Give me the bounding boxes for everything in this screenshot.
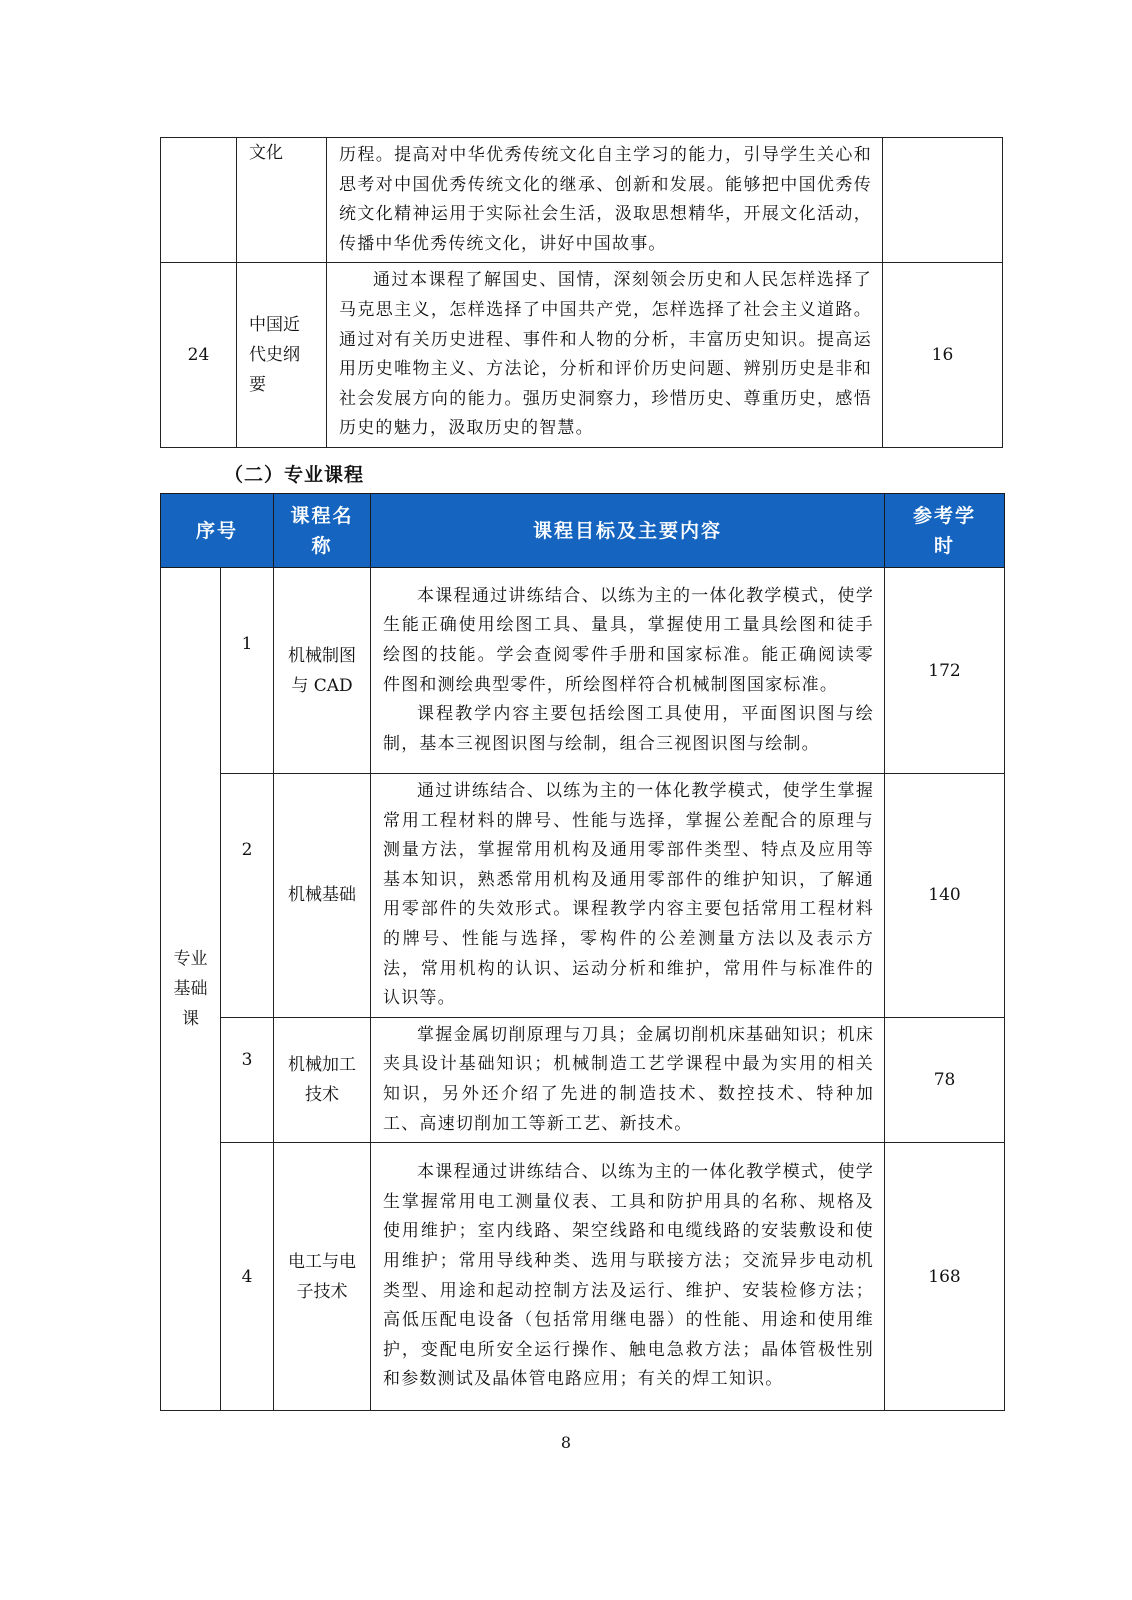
course-name: 机械制图与 CAD — [274, 568, 371, 774]
table-row — [161, 568, 1005, 774]
course-number: 1 — [221, 568, 274, 774]
course-hours: 140 — [885, 774, 1005, 1018]
course-content: 历程。提高对中华优秀传统文化自主学习的能力，引导学生关心和思考对中国优秀传统文化的继承、创新和发展。能够把中国优秀传统文化精神运用于实际社会生活，汲取思想精华，开展文化活动，传播中华优秀传统文化，讲好中国故事。 — [327, 138, 883, 263]
course-name: 文化 — [237, 138, 327, 263]
course-content: 通过讲练结合、以练为主的一体化教学模式，使学生掌握常用工程材料的牌号、性能与选择，掌握公差配合的原理与测量方法，掌握常用机构及通用零部件类型、特点及应用等基本知识，熟悉常用机构及通用零部件的维护知识，了解通用零部件的失效形式。课程教学内容主要包括常用工程材料的牌号、性能与选择，零构件的公差测量方法以及表示方法，常用机构的认识、运动分析和维护，常用件与标准件的认识等。 — [371, 774, 885, 1018]
course-number: 24 — [161, 263, 237, 448]
course-name: 电工与电子技术 — [274, 1143, 371, 1411]
course-hours: 172 — [885, 568, 1005, 774]
course-hours: 16 — [883, 263, 1003, 448]
course-name: 机械加工技术 — [274, 1017, 371, 1142]
table-header-row — [161, 494, 1005, 568]
course-content: 本课程通过讲练结合、以练为主的一体化教学模式，使学生掌握常用电工测量仪表、工具和防护用具的名称、规格及使用维护；室内线路、架空线路和电缆线路的安装敷设和使用维护；常用导线种类、选用与联接方法；交流异步电动机类型、用途和起动控制方法及运行、维护、安装检修方法；高低压配电设备（包括常用继电器）的性能、用途和使用维护，变配电所安全运行操作、触电急救方法；晶体管极性别和参数测试及晶体管电路应用；有关的焊工知识。 — [371, 1143, 885, 1411]
course-name: 机械基础 — [274, 774, 371, 1018]
course-hours — [883, 138, 1003, 263]
course-hours: 168 — [885, 1143, 1005, 1411]
course-name: 中国近代史纲要 — [237, 263, 327, 448]
header-course-name: 课程名称 — [274, 494, 371, 568]
header-course-content: 课程目标及主要内容 — [371, 494, 885, 568]
course-number — [161, 138, 237, 263]
category-cell: 专业基础课 — [161, 568, 221, 1411]
course-number: 2 — [221, 774, 274, 1018]
course-number: 4 — [221, 1143, 274, 1411]
header-number: 序号 — [161, 494, 274, 568]
course-content: 通过本课程了解国史、国情，深刻领会历史和人民怎样选择了马克思主义，怎样选择了中国共产党，怎样选择了社会主义道路。通过对有关历史进程、事件和人物的分析，丰富历史知识。提高运用历史唯物主义、方法论，分析和评价历史问题、辨别历史是非和社会发展方向的能力。强历史洞察力，珍惜历史、尊重历史，感悟历史的魅力，汲取历史的智慧。 — [327, 263, 883, 448]
course-content: 本课程通过讲练结合、以练为主的一体化教学模式，使学生能正确使用绘图工具、量具，掌握使用工量具绘图和徒手绘图的技能。学会查阅零件手册和国家标准。能正确阅读零件图和测绘典型零件，所绘图样符合机械制图国家标准。 课程教学内容主要包括绘图工具使用，平面图识图与绘制，基本三视图识图与绘制，组合三视图识图与绘制。 — [371, 568, 885, 774]
professional-courses-table — [160, 493, 1005, 1411]
table-row — [161, 1143, 1005, 1411]
page-number: 8 — [560, 1433, 572, 1452]
header-hours: 参考学时 — [885, 494, 1005, 568]
course-number: 3 — [221, 1017, 274, 1142]
general-courses-table-continued — [160, 137, 1003, 448]
course-content: 掌握金属切削原理与刀具；金属切削机床基础知识；机床夹具设计基础知识；机械制造工艺学课程中最为实用的相关知识，另外还介绍了先进的制造技术、数控技术、特种加工、高速切削加工等新工艺、新技术。 — [371, 1017, 885, 1142]
course-hours: 78 — [885, 1017, 1005, 1142]
section-title: （二）专业课程 — [224, 464, 365, 486]
table-row — [161, 263, 1003, 448]
table-row — [161, 774, 1005, 1018]
table-row — [161, 138, 1003, 263]
table-row — [161, 1017, 1005, 1142]
